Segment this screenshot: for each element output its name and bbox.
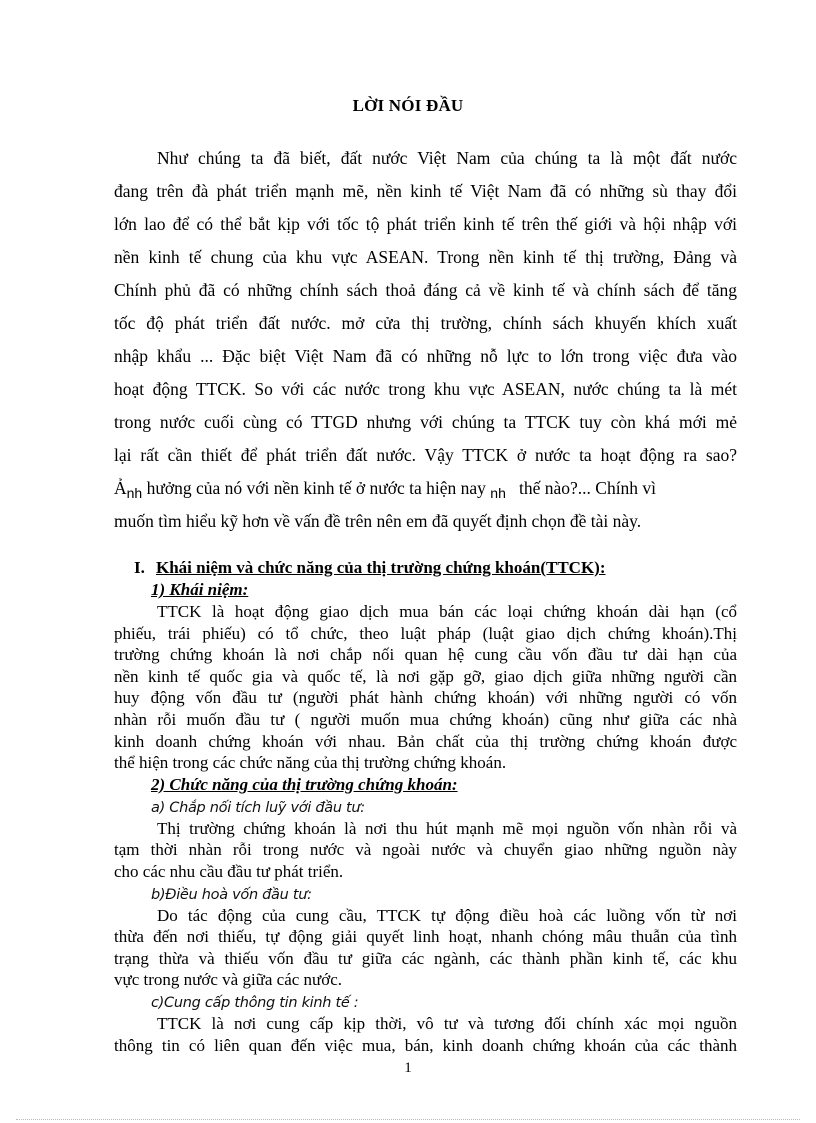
- body-line: trường chứng khoán là nơi chắp nối quan hệ cung cầu vốn đầu tư dài hạn của: [114, 645, 737, 665]
- intro-line: lớn lao để có thể bắt kịp với tốc tộ phát triển kinh tế trên thế giới và hội nhập với: [114, 214, 737, 234]
- intro-line: [114, 475, 737, 508]
- body-line: vực trong nước và giữa các nước.: [114, 970, 343, 990]
- intro-line: tốc độ phát triển đất nước. mở cửa thị trường, chính sách khuyến khích xuất: [114, 313, 737, 333]
- page-break-divider: [16, 1119, 800, 1120]
- body-line: TTCK là nơi cung cấp kịp thời, vô tư và tương đối chính xác mọi nguồn: [157, 1013, 737, 1033]
- page-number: 1: [404, 1060, 412, 1076]
- item-heading: [114, 991, 737, 1013]
- intro-line: muốn tìm hiểu kỹ hơn về vấn đề trên nên em đã quyết định chọn đề tài này.: [114, 511, 642, 531]
- page-title: LỜI NÓI ĐẦU: [352, 96, 464, 115]
- body-line: huy động vốn đầu tư (người phát hành chứng khoán) với những người có vốn: [114, 688, 737, 708]
- body-line: kinh doanh chứng khoán với nhau. Bản chất của thị trường chứng khoán được: [114, 731, 737, 751]
- intro-fragment: hưởng của nó với nền kinh tế ở nước ta hiện nay: [142, 478, 491, 498]
- subsection-heading: [114, 774, 737, 796]
- body-line: thông tin có liên quan đến việc mua, bán, kinh doanh chứng khoán của các thành: [114, 1035, 737, 1055]
- section-numeral: I.: [134, 558, 145, 577]
- intro-fragment: nh: [490, 485, 506, 501]
- body-line: Do tác động của cung cầu, TTCK tự động điều hoà các luồng vốn từ nơi: [157, 905, 737, 925]
- intro-line: nền kinh tế chung của khu vực ASEAN. Trong nền kinh tế thị trường, Đảng và: [114, 247, 737, 267]
- intro-line: Như chúng ta đã biết, đất nước Việt Nam của chúng ta là một đất nước: [157, 148, 737, 168]
- item-heading: [114, 883, 737, 905]
- body-line: thừa đến nơi thiếu, tự động giải quyết linh hoạt, nhanh chóng mâu thuẫn của tình: [114, 927, 737, 947]
- body-line: thể hiện trong các chức năng của thị trường chứng khoán.: [114, 753, 507, 773]
- section-title: Khái niệm và chức năng của thị trường chứng khoán(TTCK):: [156, 558, 606, 577]
- intro-line: Chính phủ đã có những chính sách thoả đáng cả về kinh tế và chính sách để tăng: [114, 280, 737, 300]
- intro-line: hoạt động TTCK. So với các nước trong khu vực ASEAN, nước chúng ta là mét: [114, 379, 737, 399]
- body-line: TTCK là hoạt động giao dịch mua bán các loại chứng khoán dài hạn (cổ: [157, 602, 737, 621]
- subsection-title: 2) Chức năng của thị trường chứng khoán:: [151, 774, 458, 794]
- item-title: a) Chắp nối tích luỹ với đầu tư:: [151, 799, 365, 816]
- intro-fragment: Ả: [114, 478, 127, 498]
- intro-paragraph: [114, 145, 737, 541]
- intro-line: trong nước cuối cùng có TTGD nhưng với chúng ta TTCK tuy còn khá mới mẻ: [114, 412, 737, 432]
- item-title: b)Điều hoà vốn đầu tư:: [151, 886, 312, 903]
- item-heading: [114, 796, 737, 818]
- section-heading: [114, 557, 737, 579]
- body-line: Thị trường chứng khoán là nơi thu hút mạnh mẽ mọi nguồn vốn nhàn rỗi và: [157, 818, 737, 838]
- body-line: phiếu, trái phiếu) có tổ chức, theo luật pháp (luật giao dịch chứng khoán).Thị: [114, 623, 737, 643]
- subsection-heading: [114, 579, 737, 601]
- intro-fragment: nh: [126, 485, 143, 501]
- body-line: cho các nhu cầu đầu tư phát triển.: [114, 861, 344, 881]
- section-1: [114, 557, 737, 1056]
- intro-line: nhập khẩu ... Đặc biệt Việt Nam đã có những nỗ lực to lớn trong việc đưa vào: [114, 346, 737, 366]
- subsection-title: 1) Khái niệm:: [151, 580, 249, 599]
- body-line: tạm thời nhàn rỗi trong nước và ngoài nước và chuyển giao những nguồn này: [114, 840, 737, 860]
- body-line: nhàn rỗi muốn đầu tư ( người muốn mua chứng khoán) cũng như giữa các nhà: [114, 709, 737, 729]
- intro-line: lại rất cần thiết để phát triển đất nước. Vậy TTCK ở nước ta hoạt động ra sao?: [114, 445, 737, 465]
- item-title: c)Cung cấp thông tin kinh tế :: [151, 994, 359, 1011]
- body-line: nền kinh tế quốc gia và quốc tế, là nơi gặp gỡ, giao dịch giữa những người cần: [114, 666, 737, 686]
- intro-fragment: thế nào?... Chính vì: [505, 478, 657, 498]
- intro-line: đang trên đà phát triển mạnh mẽ, nền kinh tế Việt Nam đã có những sù thay đổi: [114, 181, 737, 201]
- body-line: trạng thừa và thiếu vốn đầu tư giữa các ngành, các thành phần kinh tế, các khu: [114, 948, 737, 968]
